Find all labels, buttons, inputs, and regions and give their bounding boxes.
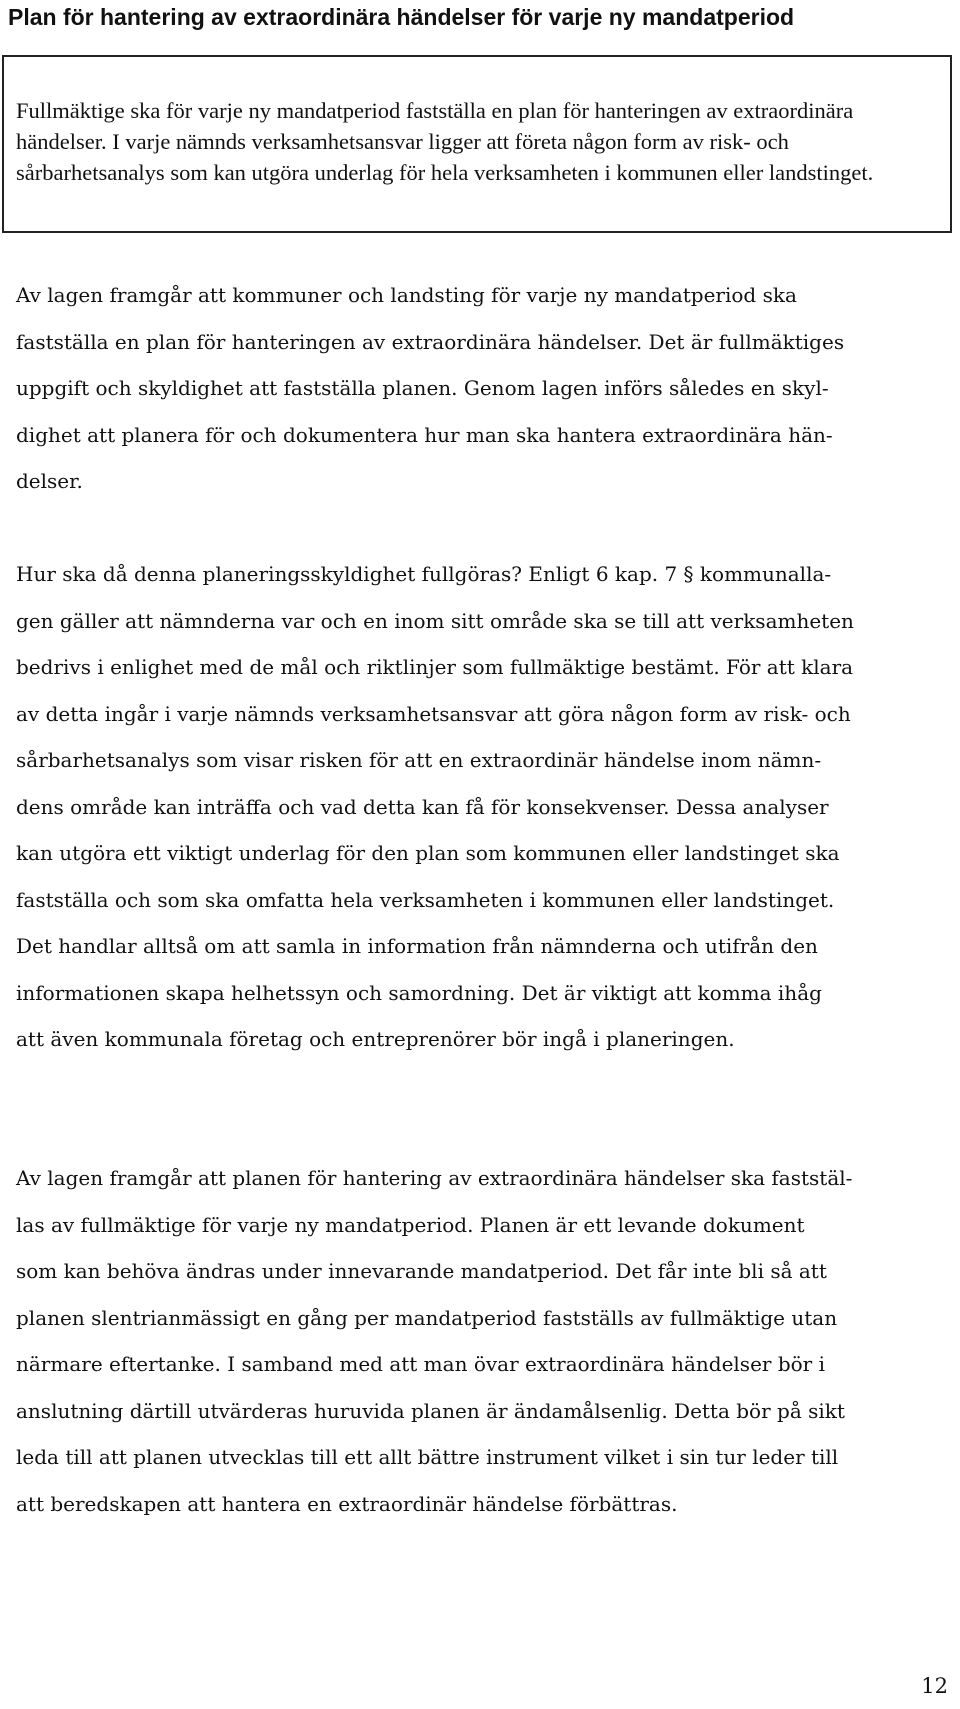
paragraph-line: att beredskapen att hantera en extraordinär händelse förbättras. (16, 1491, 678, 1516)
paragraph-line: som kan behöva ändras under innevarande mandatperiod. Det får inte bli så att (16, 1259, 827, 1283)
paragraph-line: Det handlar alltså om att samla in information från nämnderna och utifrån den (16, 934, 818, 958)
paragraph-line: av detta ingår i varje nämnds verksamhetsansvar att göra någon form av risk- och (16, 701, 851, 726)
paragraph-line: dighet att planera för och dokumentera hur man ska hantera extraordinära hän- (16, 422, 833, 447)
paragraph-line: las av fullmäktige för varje ny mandatperiod. Planen är ett levande dokument (16, 1212, 805, 1237)
paragraph-line: anslutning därtill utvärderas huruvida planen är ändamålsenlig. Detta bör på sikt (16, 1398, 845, 1423)
paragraph-line: Av lagen framgår att planen för hantering av extraordinära händelser ska faststäl- (16, 1166, 853, 1190)
paragraph-line: uppgift och skyldighet att fastställa planen. Genom lagen införs således en skyl- (16, 376, 829, 400)
paragraph-line: leda till att planen utvecklas till ett allt bättre instrument vilket i sin tur leder till (16, 1445, 839, 1469)
summary-text: Fullmäktige ska för varje ny mandatperiod fastställa en plan för hanteringen av extraordinära händelser. I varje nämnds verksamhetsansvar ligger att företa någon form av risk- och sårbarhetsanalys som kan utgöra underlag för hela verksamheten i kommunen eller landstinget. (16, 98, 874, 185)
paragraph-line: fastställa en plan för hanteringen av extraordinära händelser. Det är fullmäktiges (16, 329, 845, 354)
paragraph-2 (16, 551, 936, 1063)
paragraph-line: kan utgöra ett viktigt underlag för den plan som kommunen eller landstinget ska (16, 841, 840, 865)
paragraph-line: informationen skapa helhetssyn och samordning. Det är viktigt att komma ihåg (16, 980, 822, 1005)
paragraph-3 (16, 1155, 936, 1527)
paragraph-line: delser. (16, 469, 83, 493)
page-number: 12 (921, 1674, 948, 1698)
paragraph-line: bedrivs i enlighet med de mål och riktlinjer som fullmäktige bestämt. För att klara (16, 655, 854, 679)
paragraph-line: dens område kan inträffa och vad detta kan få för konsekvenser. Dessa analyser (16, 794, 829, 819)
paragraph-line: närmare eftertanke. I samband med att man övar extraordinära händelser bör i (16, 1352, 825, 1376)
paragraph-line: Av lagen framgår att kommuner och landsting för varje ny mandatperiod ska (16, 283, 797, 307)
paragraph-1 (16, 272, 936, 505)
page-heading: Plan för hantering av extraordinära händelser för varje ny mandatperiod (8, 4, 795, 30)
paragraph-line: Hur ska då denna planeringsskyldighet fullgöras? Enligt 6 kap. 7 § kommunalla- (16, 562, 832, 586)
paragraph-line: att även kommunala företag och entreprenörer bör ingå i planeringen. (16, 1027, 735, 1051)
paragraph-line: planen slentrianmässigt en gång per mandatperiod fastställs av fullmäktige utan (16, 1305, 838, 1330)
summary-box (2, 55, 952, 233)
paragraph-line: fastställa och som ska omfatta hela verksamheten i kommunen eller landstinget. (16, 887, 835, 912)
paragraph-line: sårbarhetsanalys som visar risken för att en extraordinär händelse inom nämn- (16, 748, 822, 772)
paragraph-line: gen gäller att nämnderna var och en inom sitt område ska se till att verksamheten (16, 608, 854, 633)
